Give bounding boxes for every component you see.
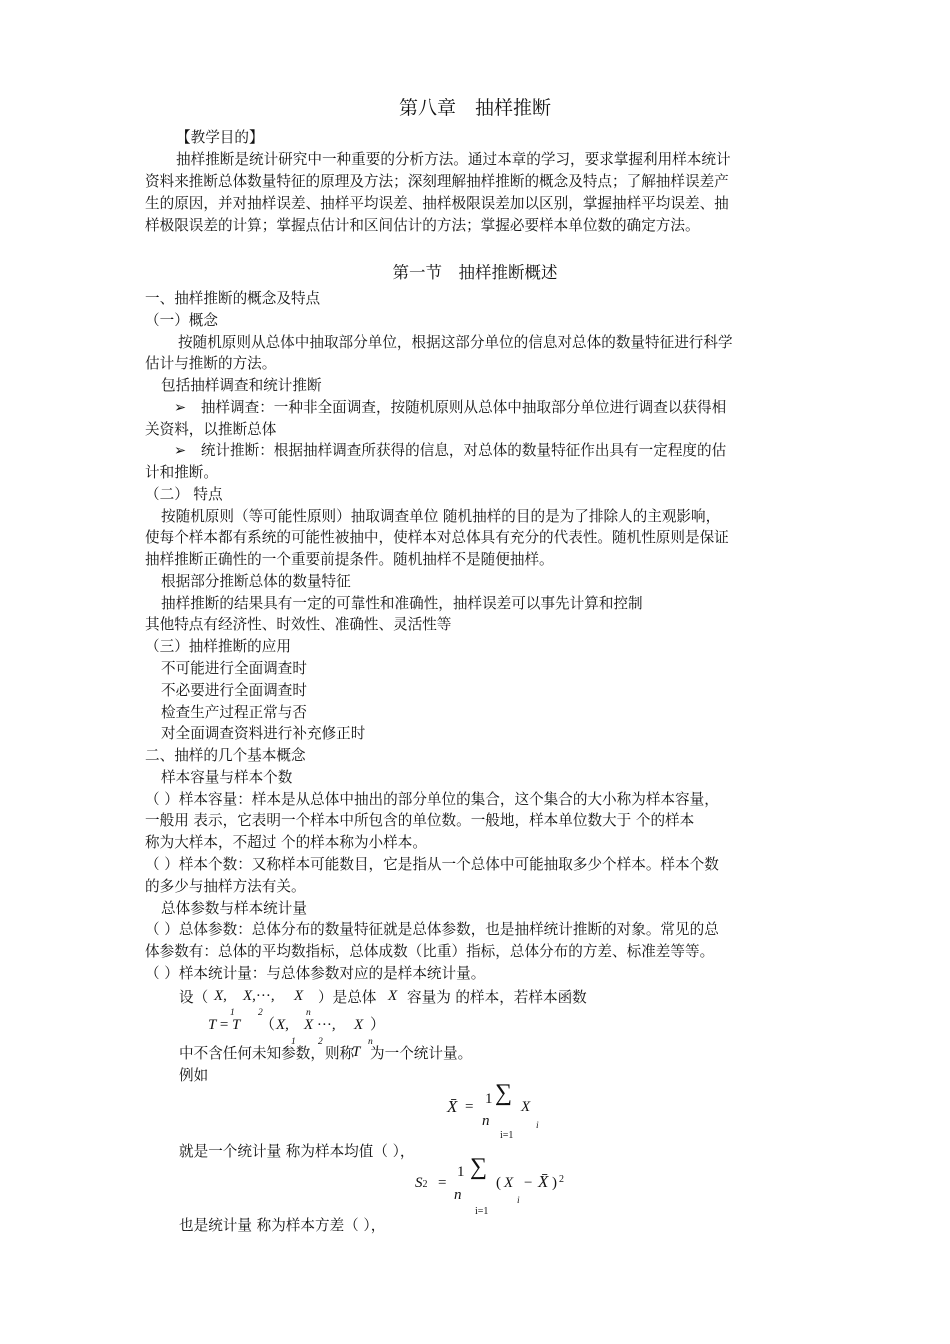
math-sub-1: 1 xyxy=(291,1037,296,1047)
paragraph-line: 一般用 表示，它表明一个样本中所包含的单位数。一般地，样本单位数大于 个的样本 xyxy=(145,812,695,829)
paragraph-line: 根据部分推断总体的数量特征 xyxy=(161,573,351,590)
math-sub-2: 2 xyxy=(258,1008,263,1018)
definition-text: 中不含任何未知参数，则称 xyxy=(179,1045,355,1062)
math-t-eq: T = T xyxy=(208,1017,241,1033)
definition-text: 容量为 的样本，若样本函数 xyxy=(407,989,587,1006)
paragraph-line: 包括抽样调查和统计推断 xyxy=(161,377,322,394)
math-eq: = xyxy=(465,1099,474,1115)
math-sq: 2 xyxy=(559,1174,564,1185)
definition-text: 设（ xyxy=(179,989,209,1006)
math-sub-1: 1 xyxy=(230,1008,235,1018)
math-minus: − xyxy=(524,1175,533,1191)
math-sub-2: 2 xyxy=(318,1037,323,1047)
objective-line: 资料来推断总体数量特征的原理及方法；深刻理解抽样推断的概念及特点；了解抽样误差产 xyxy=(145,173,729,190)
paragraph-line: 按随机原则（等可能性原则）抽取调查单位 随机抽样的目的是为了排除人的主观影响， xyxy=(161,508,721,525)
math-xbar: X̄ xyxy=(447,1097,458,1116)
paragraph-line: （ ）样本个数：又称样本可能数目，它是指从一个总体中可能抽取多少个样本。样本个数 xyxy=(145,856,719,873)
paragraph-line: （ ）样本容量：样本是从总体中抽出的部分单位的集合，这个集合的大小称为样本容量， xyxy=(145,791,719,808)
paragraph-line: 的多少与抽样方法有关。 xyxy=(145,878,306,895)
page-title: 第八章 抽样推断 xyxy=(398,98,551,119)
definition-text: ）是总体 xyxy=(318,989,377,1006)
paragraph-line: 按随机原则从总体中抽取部分单位，根据这部分单位的信息对总体的数量特征进行科学 xyxy=(178,334,733,351)
math-sigma: ∑ xyxy=(495,1080,513,1106)
list-item: 检查生产过程正常与否 xyxy=(161,704,307,721)
subheading-application: （三）抽样推断的应用 xyxy=(145,638,291,655)
math-eq: = xyxy=(438,1175,447,1191)
math-sum-index: i=1 xyxy=(500,1130,514,1141)
paragraph-line: （ ）总体参数：总体分布的数量特征就是总体参数，也是抽样统计推断的对象。常见的总 xyxy=(145,921,719,938)
math-xn: X xyxy=(294,988,304,1004)
math-rp: ) xyxy=(552,1175,557,1191)
math-frac-den: n xyxy=(482,1113,490,1129)
math-open-paren: （ xyxy=(260,1017,276,1033)
paragraph-line: 样本容量与样本个数 xyxy=(161,769,293,786)
definition-text: 例如 xyxy=(179,1067,209,1084)
math-sub-n: n xyxy=(368,1037,373,1047)
list-item: 对全面调查资料进行补充修正时 xyxy=(161,725,366,742)
objective-line: 抽样推断是统计研究中一种重要的分析方法。通过本章的学习，要求掌握利用样本统计 xyxy=(176,151,731,168)
math-xi: X xyxy=(521,1099,531,1115)
math-x2: X,···, xyxy=(243,988,275,1004)
math-sigma: ∑ xyxy=(470,1154,488,1180)
math-lp: ( xyxy=(496,1175,501,1191)
paragraph-line: 抽样推断的结果具有一定的可靠性和准确性，抽样误差可以事先计算和控制 xyxy=(161,595,643,612)
math-xbar: X̄ xyxy=(538,1172,549,1191)
paragraph-line: 称为大样本，不超过 个的样本称为小样本。 xyxy=(145,834,427,851)
list-item: 不可能进行全面调查时 xyxy=(161,660,307,677)
math-close-paren: ） xyxy=(370,1017,386,1033)
definition-text: 就是一个统计量 称为样本均值（ ）， xyxy=(179,1143,415,1160)
paragraph-line: 计和推断。 xyxy=(145,464,218,481)
bullet-item: ➢ 抽样调查：一种非全面调查，按随机原则从总体中抽取部分单位进行调查以获得相 xyxy=(174,399,727,416)
math-frac-num: 1 xyxy=(485,1091,493,1107)
subheading-concept: （一）概念 xyxy=(145,312,218,329)
definition-text: 也是统计量 称为样本方差（ ）， xyxy=(179,1217,386,1234)
paragraph-line: 总体参数与样本统计量 xyxy=(161,900,307,917)
paragraph-line: 关资料，以推断总体 xyxy=(145,421,277,438)
paragraph-line: 抽样推断正确性的一个重要前提条件。随机抽样不是随便抽样。 xyxy=(145,551,554,568)
bullet-item: ➢ 统计推断：根据抽样调查所获得的信息，对总体的数量特征作出具有一定程度的估 xyxy=(174,442,727,459)
math-xi: X xyxy=(504,1175,514,1191)
math-s2: S2 xyxy=(415,1175,428,1191)
heading-concept-features: 一、抽样推断的概念及特点 xyxy=(145,290,321,307)
list-item: 不必要进行全面调查时 xyxy=(161,682,307,699)
paragraph-line: （ ）样本统计量：与总体参数对应的是样本统计量。 xyxy=(145,965,486,982)
definition-text: 为一个统计量。 xyxy=(370,1045,473,1062)
math-t: T xyxy=(352,1044,361,1060)
math-sub-i: i xyxy=(536,1121,539,1131)
math-sum-index: i=1 xyxy=(475,1206,489,1217)
paragraph-line: 使每个样本都有系统的可能性被抽中，使样本对总体具有充分的代表性。随机性原则是保证 xyxy=(145,529,729,546)
paragraph-line: 估计与推断的方法。 xyxy=(145,355,277,372)
paragraph-line: 体参数有：总体的平均数指标，总体成数（比重）指标，总体分布的方差、标准差等等。 xyxy=(145,943,715,960)
math-x1: X, xyxy=(214,988,227,1004)
math-sub-n: n xyxy=(306,1008,311,1018)
objective-line: 生的原因，并对抽样误差、抽样平均误差、抽样极限误差加以区别，掌握抽样平均误差、抽 xyxy=(145,195,729,212)
section-title: 第一节 抽样推断概述 xyxy=(392,263,558,282)
paragraph-line: 其他特点有经济性、时效性、准确性、灵活性等 xyxy=(145,616,452,633)
math-x2: X ···, xyxy=(304,1017,336,1033)
math-xn: X xyxy=(354,1017,364,1033)
objective-heading: 【教学目的】 xyxy=(176,129,264,146)
math-x: X xyxy=(388,988,398,1004)
objective-line: 样极限误差的计算；掌握点估计和区间估计的方法；掌握必要样本单位数的确定方法。 xyxy=(145,217,700,234)
subheading-features: （二） 特点 xyxy=(145,486,223,503)
heading-basic-concepts: 二、抽样的几个基本概念 xyxy=(145,747,306,764)
math-x1: X, xyxy=(276,1017,289,1033)
math-frac-num: 1 xyxy=(457,1164,465,1180)
math-sub-i: i xyxy=(517,1196,520,1206)
math-frac-den: n xyxy=(454,1187,462,1203)
